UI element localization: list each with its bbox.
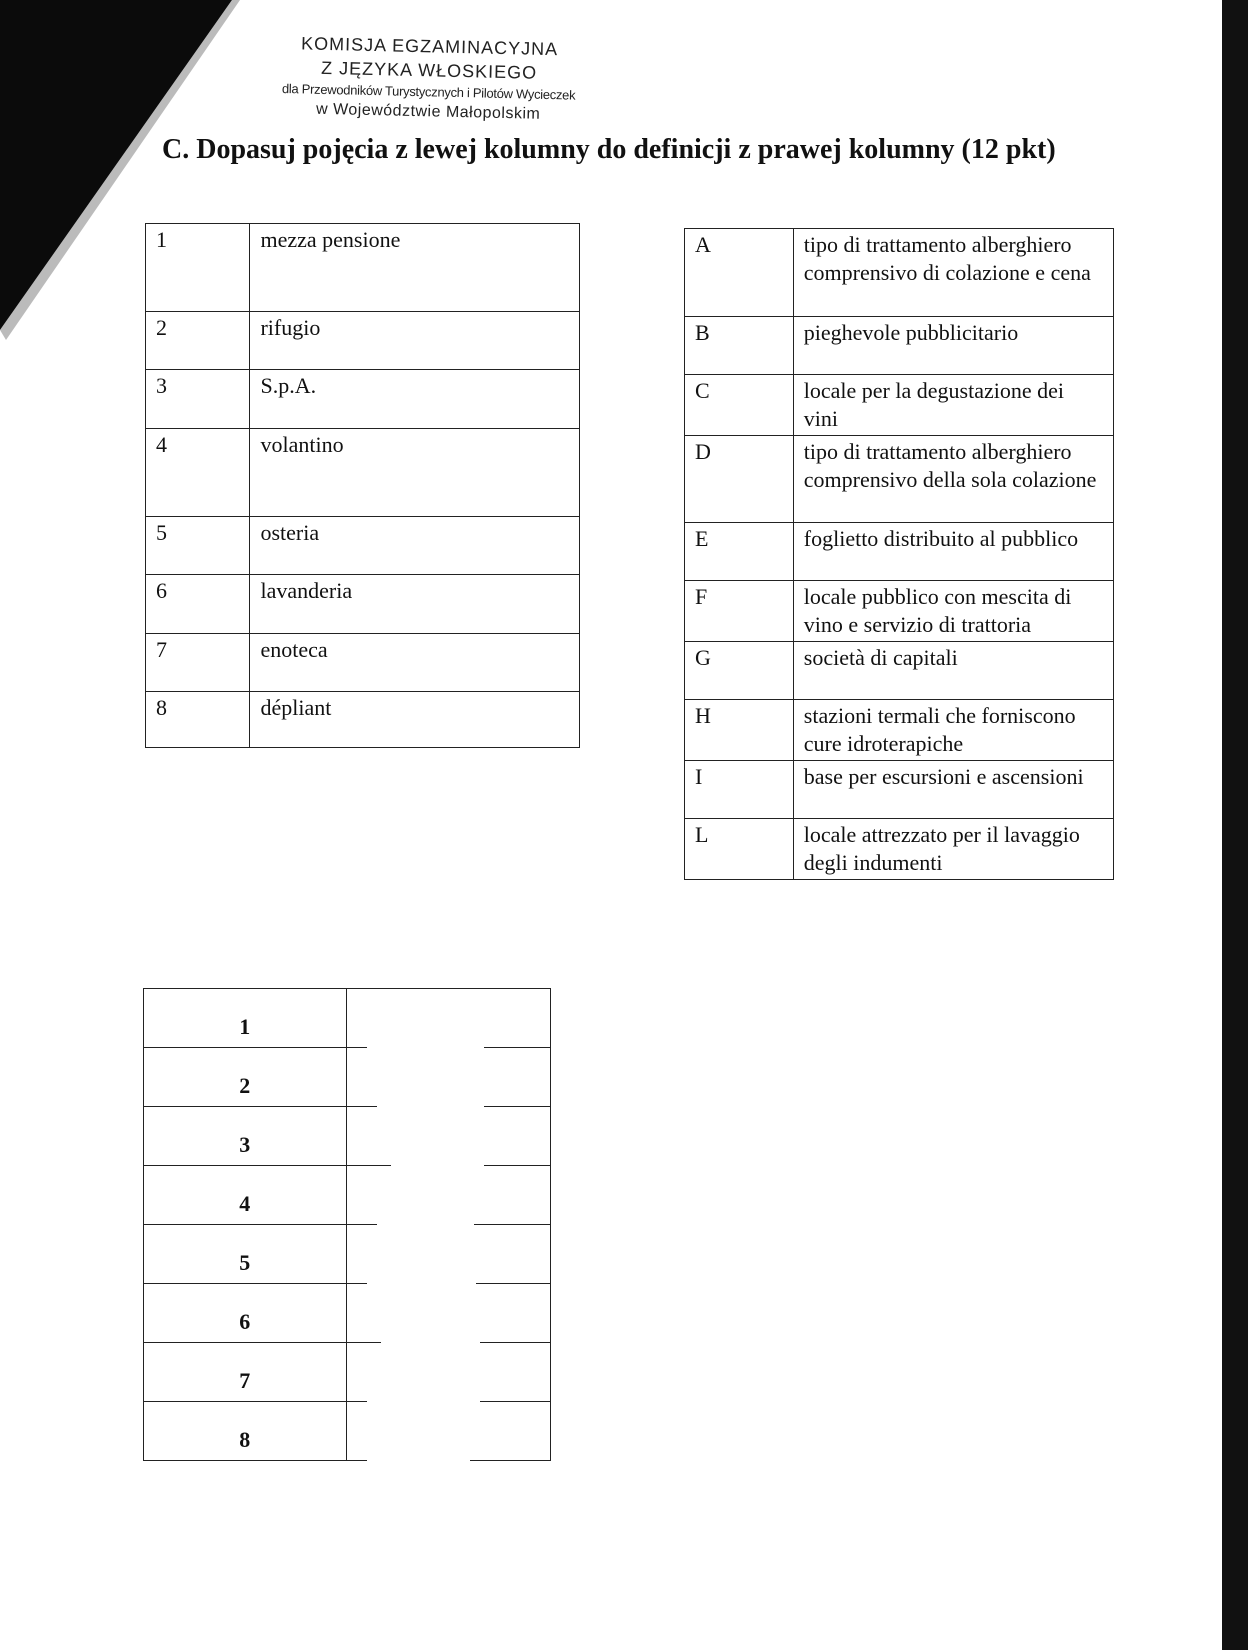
term-row: [146, 575, 580, 634]
term-row: [146, 370, 580, 429]
answer-number: 3: [144, 1107, 347, 1166]
definition-letter: B: [685, 317, 794, 375]
term-text: lavanderia: [250, 575, 580, 634]
definition-row: [685, 523, 1114, 581]
answer-number: 7: [144, 1343, 347, 1402]
definition-text: locale per la degustazione dei vini: [793, 375, 1113, 436]
term-row: [146, 517, 580, 575]
answer-blank[interactable]: [346, 1048, 550, 1107]
definition-row: [685, 642, 1114, 700]
answer-row: [144, 989, 551, 1048]
term-number: 3: [146, 370, 250, 429]
term-text: enoteca: [250, 634, 580, 692]
term-number: 2: [146, 312, 250, 370]
definition-letter: G: [685, 642, 794, 700]
definition-row: [685, 581, 1114, 642]
term-text: volantino: [250, 429, 580, 517]
term-number: 7: [146, 634, 250, 692]
header-line-1: KOMISJA EGZAMINACYJNA: [300, 33, 559, 60]
scan-shadow-edge: [1222, 0, 1248, 1650]
definition-letter: F: [685, 581, 794, 642]
answer-number: 6: [144, 1284, 347, 1343]
definition-row: [685, 700, 1114, 761]
definition-letter: A: [685, 229, 794, 317]
answer-blank[interactable]: [346, 1284, 550, 1343]
definition-text: base per escursioni e ascensioni: [793, 761, 1113, 819]
term-row: [146, 692, 580, 748]
definition-text: stazioni termali che forniscono cure idroterapiche: [793, 700, 1113, 761]
definition-text: locale attrezzato per il lavaggio degli indumenti: [793, 819, 1113, 880]
definition-text: pieghevole pubblicitario: [793, 317, 1113, 375]
term-row: [146, 224, 580, 312]
term-row: [146, 634, 580, 692]
commission-header: [238, 30, 620, 127]
definition-row: [685, 436, 1114, 523]
terms-table: [145, 223, 580, 748]
exercise-title: C. Dopasuj pojęcia z lewej kolumny do definicji z prawej kolumny (12 pkt): [162, 134, 1056, 165]
definition-row: [685, 229, 1114, 317]
answer-row: [144, 1284, 551, 1343]
term-row: [146, 312, 580, 370]
definition-letter: H: [685, 700, 794, 761]
answer-blank[interactable]: [346, 1225, 550, 1284]
answer-row: [144, 1225, 551, 1284]
answer-blank[interactable]: [346, 1343, 550, 1402]
answer-row: [144, 1343, 551, 1402]
answer-number: 2: [144, 1048, 347, 1107]
definition-text: società di capitali: [793, 642, 1113, 700]
definition-row: [685, 761, 1114, 819]
answer-row: [144, 1402, 551, 1461]
term-text: S.p.A.: [250, 370, 580, 429]
answer-row: [144, 1166, 551, 1225]
term-number: 8: [146, 692, 250, 748]
definition-row: [685, 819, 1114, 880]
term-number: 6: [146, 575, 250, 634]
answer-number: 4: [144, 1166, 347, 1225]
term-text: dépliant: [250, 692, 580, 748]
answer-number: 8: [144, 1402, 347, 1461]
definition-letter: L: [685, 819, 794, 880]
answer-blank[interactable]: [346, 1402, 550, 1461]
answer-blank[interactable]: [346, 1107, 550, 1166]
header-line-2: Z JĘZYKA WŁOSKIEGO: [320, 57, 538, 83]
header-line-4: w Województwie Małopolskim: [315, 100, 541, 123]
answer-number: 5: [144, 1225, 347, 1284]
answer-blank[interactable]: [346, 989, 550, 1048]
answer-grid: [143, 988, 551, 1461]
definition-letter: D: [685, 436, 794, 523]
definition-text: tipo di trattamento alberghiero comprensivo della sola colazione: [793, 436, 1113, 523]
term-number: 4: [146, 429, 250, 517]
answer-row: [144, 1107, 551, 1166]
term-row: [146, 429, 580, 517]
term-text: rifugio: [250, 312, 580, 370]
definition-text: foglietto distribuito al pubblico: [793, 523, 1113, 581]
term-number: 5: [146, 517, 250, 575]
definition-row: [685, 317, 1114, 375]
definition-letter: I: [685, 761, 794, 819]
answer-row: [144, 1048, 551, 1107]
header-line-3: dla Przewodników Turystycznych i Pilotów Wycieczek: [281, 80, 576, 103]
term-number: 1: [146, 224, 250, 312]
definition-text: tipo di trattamento alberghiero comprensivo di colazione e cena: [793, 229, 1113, 317]
definition-row: [685, 375, 1114, 436]
term-text: osteria: [250, 517, 580, 575]
definition-text: locale pubblico con mescita di vino e servizio di trattoria: [793, 581, 1113, 642]
term-text: mezza pensione: [250, 224, 580, 312]
answer-number: 1: [144, 989, 347, 1048]
definition-letter: E: [685, 523, 794, 581]
definitions-table: [684, 228, 1114, 880]
definition-letter: C: [685, 375, 794, 436]
answer-blank[interactable]: [346, 1166, 550, 1225]
